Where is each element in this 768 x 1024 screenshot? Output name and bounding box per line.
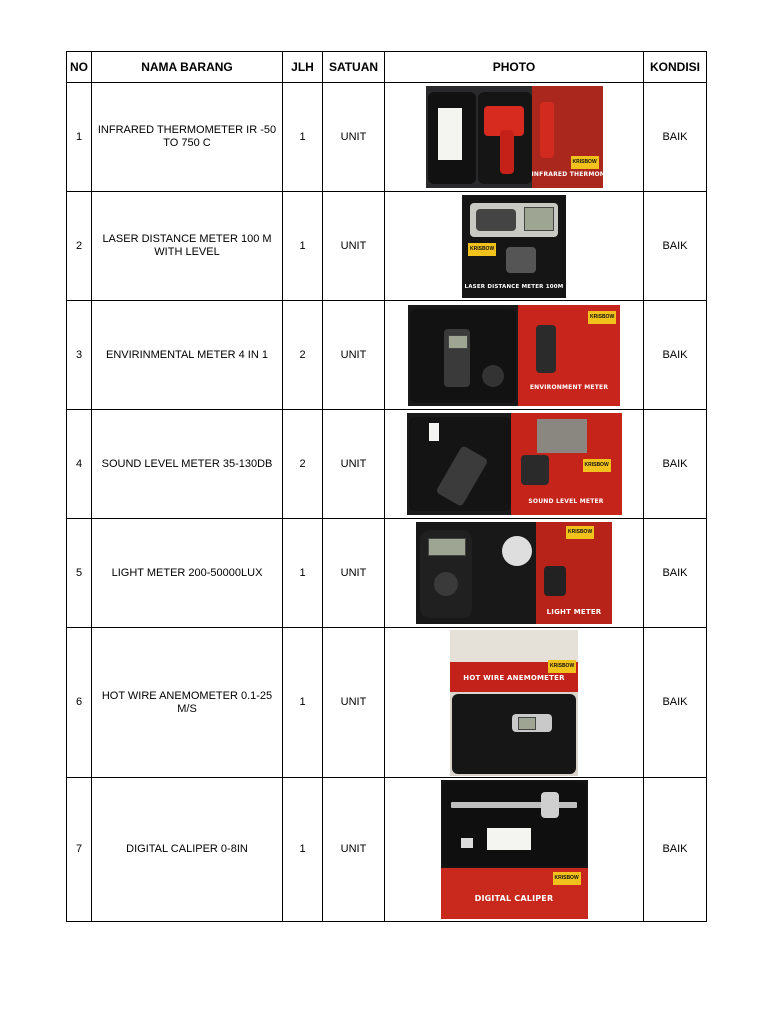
cell-photo bbox=[385, 192, 644, 301]
cell-satuan: UNIT bbox=[323, 301, 385, 410]
cell-satuan: UNIT bbox=[323, 628, 385, 778]
product-photo-environment-meter: KRISBOW ENVIRONMENT METER bbox=[408, 305, 620, 406]
product-photo-light-meter: KRISBOW LIGHT METER bbox=[416, 522, 612, 624]
product-photo-sound-level-meter: KRISBOW SOUND LEVEL METER bbox=[407, 413, 622, 515]
cell-satuan: UNIT bbox=[323, 410, 385, 519]
cell-kondisi: BAIK bbox=[644, 628, 707, 778]
header-row bbox=[67, 52, 707, 83]
product-photo-infrared-thermometer: KRISBOW INFRARED THERMOMETER bbox=[426, 86, 603, 188]
cell-jlh: 1 bbox=[283, 628, 323, 778]
cell-jlh: 1 bbox=[283, 778, 323, 922]
cell-kondisi: BAIK bbox=[644, 778, 707, 922]
cell-no: 7 bbox=[67, 778, 92, 922]
product-photo-digital-caliper: KRISBOW DIGITAL CALIPER bbox=[441, 780, 588, 919]
cell-nama-barang: DIGITAL CALIPER 0-8IN bbox=[92, 778, 283, 922]
cell-jlh: 1 bbox=[283, 519, 323, 628]
header-satuan: SATUAN bbox=[323, 52, 385, 83]
header-kondisi: KONDISI bbox=[644, 52, 707, 83]
cell-kondisi: BAIK bbox=[644, 301, 707, 410]
cell-satuan: UNIT bbox=[323, 83, 385, 192]
cell-kondisi: BAIK bbox=[644, 83, 707, 192]
cell-no: 5 bbox=[67, 519, 92, 628]
cell-jlh: 1 bbox=[283, 83, 323, 192]
table-row bbox=[67, 192, 707, 301]
product-photo-laser-distance-meter: KRISBOW LASER DISTANCE METER 100M bbox=[462, 195, 566, 298]
cell-photo bbox=[385, 83, 644, 192]
table-row bbox=[67, 628, 707, 778]
cell-kondisi: BAIK bbox=[644, 410, 707, 519]
cell-photo bbox=[385, 410, 644, 519]
cell-photo bbox=[385, 301, 644, 410]
header-photo: PHOTO bbox=[385, 52, 644, 83]
cell-photo bbox=[385, 628, 644, 778]
cell-nama-barang: INFRARED THERMOMETER IR -50 TO 750 C bbox=[92, 83, 283, 192]
table-row bbox=[67, 83, 707, 192]
cell-jlh: 2 bbox=[283, 410, 323, 519]
cell-nama-barang: HOT WIRE ANEMOMETER 0.1-25 M/S bbox=[92, 628, 283, 778]
cell-nama-barang: SOUND LEVEL METER 35-130DB bbox=[92, 410, 283, 519]
cell-photo bbox=[385, 519, 644, 628]
header-no: NO bbox=[67, 52, 92, 83]
cell-jlh: 1 bbox=[283, 192, 323, 301]
inventory-table bbox=[66, 51, 707, 922]
cell-no: 4 bbox=[67, 410, 92, 519]
cell-satuan: UNIT bbox=[323, 192, 385, 301]
cell-no: 6 bbox=[67, 628, 92, 778]
cell-kondisi: BAIK bbox=[644, 519, 707, 628]
table-row bbox=[67, 778, 707, 922]
cell-kondisi: BAIK bbox=[644, 192, 707, 301]
cell-nama-barang: ENVIRINMENTAL METER 4 IN 1 bbox=[92, 301, 283, 410]
cell-no: 2 bbox=[67, 192, 92, 301]
table-row bbox=[67, 410, 707, 519]
product-photo-hot-wire-anemometer: KRISBOW HOT WIRE ANEMOMETER bbox=[450, 630, 578, 776]
table-row bbox=[67, 301, 707, 410]
header-jlh: JLH bbox=[283, 52, 323, 83]
cell-jlh: 2 bbox=[283, 301, 323, 410]
cell-no: 1 bbox=[67, 83, 92, 192]
cell-satuan: UNIT bbox=[323, 519, 385, 628]
cell-satuan: UNIT bbox=[323, 778, 385, 922]
cell-no: 3 bbox=[67, 301, 92, 410]
header-nama-barang: NAMA BARANG bbox=[92, 52, 283, 83]
table-row bbox=[67, 519, 707, 628]
cell-nama-barang: LIGHT METER 200-50000LUX bbox=[92, 519, 283, 628]
cell-photo bbox=[385, 778, 644, 922]
cell-nama-barang: LASER DISTANCE METER 100 M WITH LEVEL bbox=[92, 192, 283, 301]
